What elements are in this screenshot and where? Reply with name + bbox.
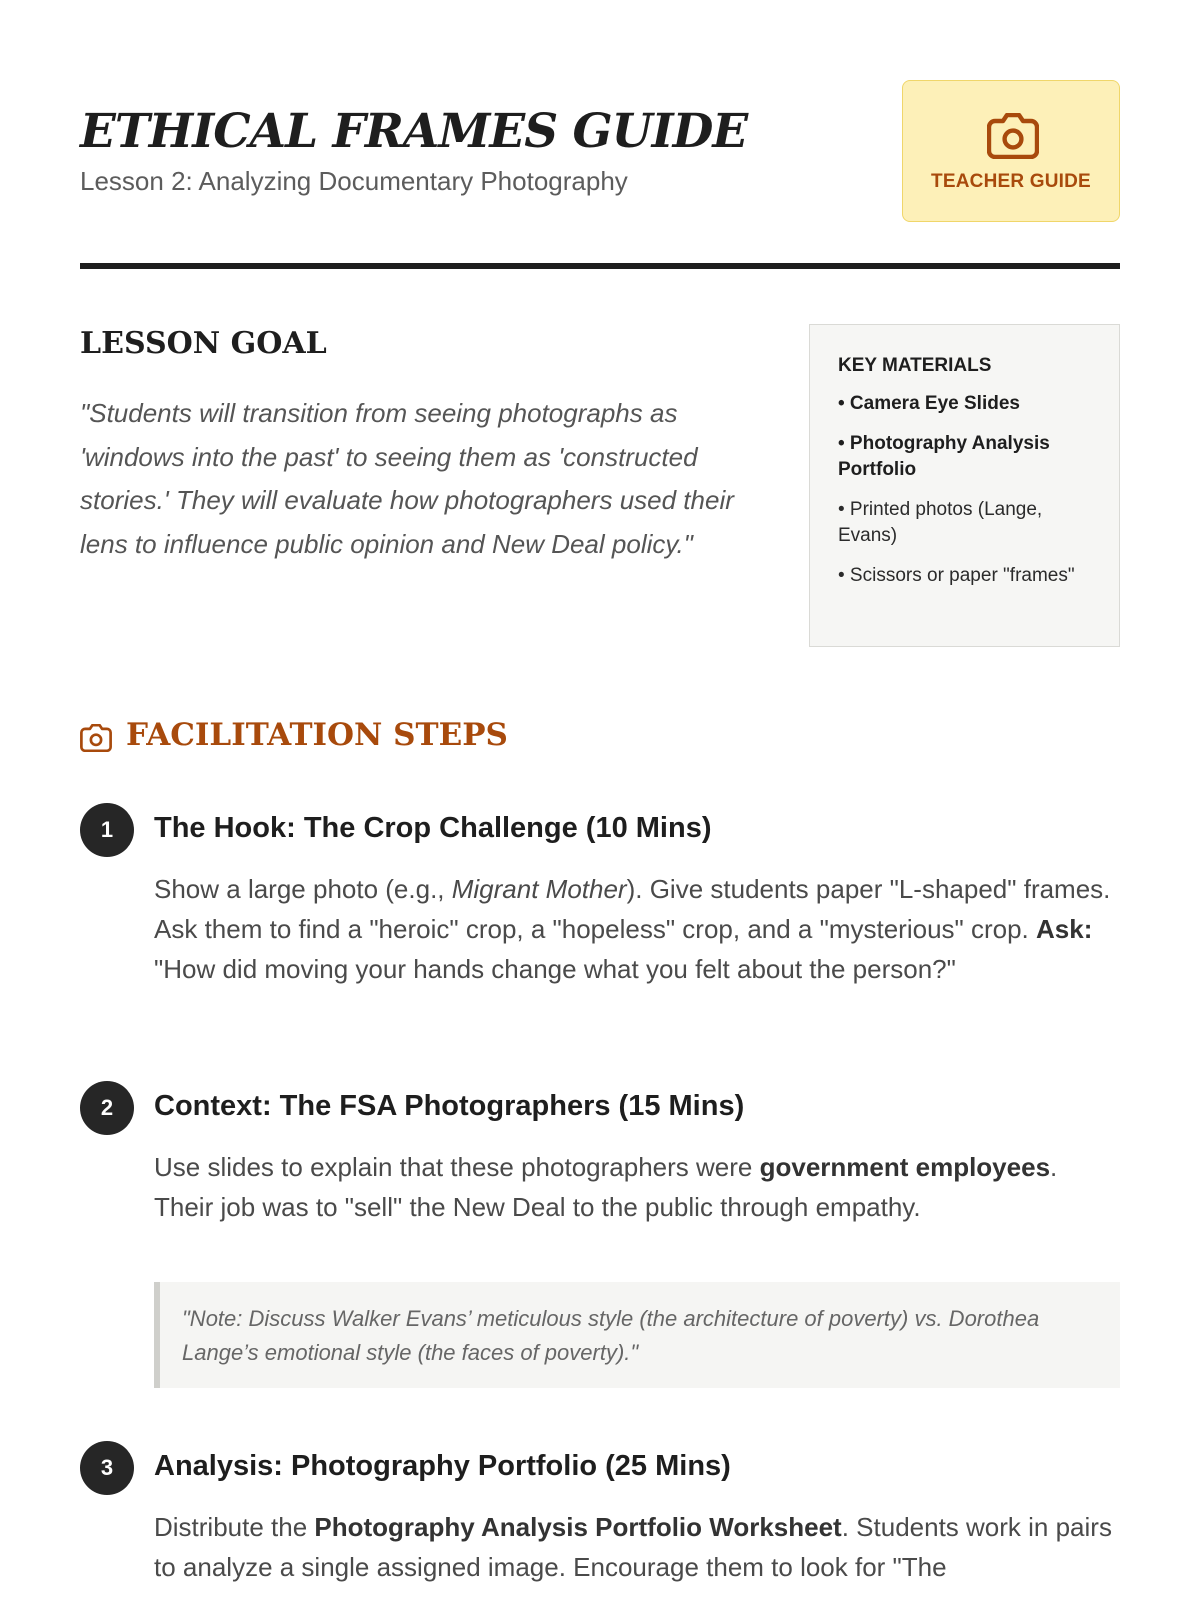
camera-icon <box>987 113 1039 159</box>
header-divider <box>80 263 1120 269</box>
step-body: Show a large photo (e.g., Migrant Mother). Give students paper "L-shaped" frames. Ask them to find a "heroic" crop, a "hopeless" crop, and a "mysterious" crop. Ask: "How did moving your hands change what you felt about the person?" <box>154 874 1111 984</box>
step-title: Context: The FSA Photographers (15 Mins) <box>154 1090 745 1122</box>
teacher-guide-label: TEACHER GUIDE <box>931 171 1091 192</box>
step-number-badge: 2 <box>80 1081 134 1135</box>
step-body: Distribute the Photography Analysis Portfolio Worksheet. Students work in pairs to analyze a single assigned image. Encourage them to look for "The <box>154 1512 1112 1582</box>
teacher-guide-badge <box>902 80 1120 222</box>
step-number-badge: 1 <box>80 803 134 857</box>
step-title: Analysis: Photography Portfolio (25 Mins) <box>154 1450 731 1482</box>
step-number-badge: 3 <box>80 1441 134 1495</box>
lesson-goal-quote: "Students will transition from seeing photographs as 'windows into the past' to seeing them as 'constructed stories.' They will evaluate how photographers used their lens to influence public opinion and New Deal policy." <box>80 398 734 559</box>
materials-item: • Photography Analysis Portfolio <box>838 433 1050 480</box>
step-body: Use slides to explain that these photographers were government employees. Their job was to "sell" the New Deal to the public through empathy. <box>154 1152 1058 1222</box>
step-title: The Hook: The Crop Challenge (10 Mins) <box>154 812 712 844</box>
materials-item: • Scissors or paper "frames" <box>838 565 1075 586</box>
key-materials-heading: KEY MATERIALS <box>838 355 992 376</box>
lesson-goal-heading: LESSON GOAL <box>80 326 327 361</box>
page-subtitle: Lesson 2: Analyzing Documentary Photography <box>80 166 628 196</box>
camera-icon <box>80 724 112 752</box>
lesson-page <box>80 0 1120 1600</box>
step-note: "Note: Discuss Walker Evans’ meticulous style (the architecture of poverty) vs. Dorothea Lange’s emotional style (the faces of poverty)." <box>154 1282 1120 1388</box>
key-materials-box <box>809 324 1120 647</box>
materials-list <box>838 391 1103 603</box>
materials-item: • Camera Eye Slides <box>838 393 1020 414</box>
page-title: ETHICAL FRAMES GUIDE <box>80 104 748 159</box>
materials-item: • Printed photos (Lange, Evans) <box>838 499 1043 546</box>
header <box>80 80 1120 222</box>
facilitation-steps-title: FACILITATION STEPS <box>126 717 508 753</box>
